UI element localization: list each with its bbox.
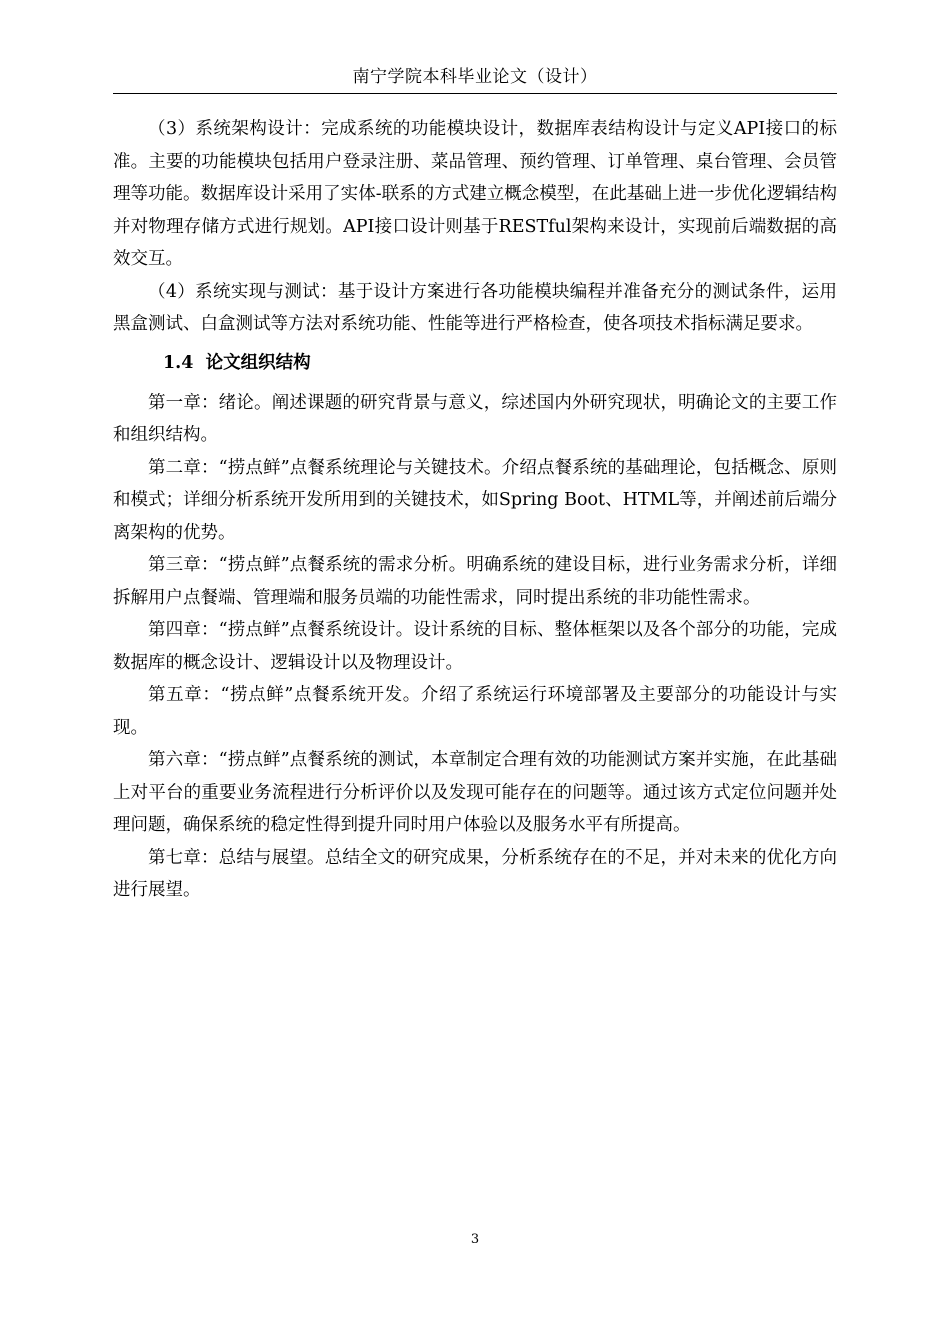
section-number: 1.4 bbox=[163, 352, 194, 373]
paragraph-chapter-3: 第三章：“捞点鲜”点餐系统的需求分析。明确系统的建设目标，进行业务需求分析，详细拆解用户点餐端、管理端和服务员端的功能性需求，同时提出系统的非功能性需求。 bbox=[113, 555, 837, 608]
paragraph-chapter-4: 第四章：“捞点鲜”点餐系统设计。设计系统的目标、整体框架以及各个部分的功能，完成数据库的概念设计、逻辑设计以及物理设计。 bbox=[113, 620, 837, 673]
paragraph-chapter-5: 第五章：“捞点鲜”点餐系统开发。介绍了系统运行环境部署及主要部分的功能设计与实现。 bbox=[113, 685, 837, 738]
paragraph-chapter-7: 第七章：总结与展望。总结全文的研究成果，分析系统存在的不足，并对未来的优化方向进行展望。 bbox=[113, 847, 837, 900]
paragraph-architecture-design: （3）系统架构设计：完成系统的功能模块设计，数据库表结构设计与定义API接口的标准。主要的功能模块包括用户登录注册、菜品管理、预约管理、订单管理、桌台管理、会员管理等功能。数据库设计采用了实体-联系的方式建立概念模型，在此基础上进一步优化逻辑结构并对物理存储方式进行规划。API接口设计则基于RESTful架构来设计，实现前后端数据的高效交互。 bbox=[113, 119, 837, 269]
page-body bbox=[113, 113, 837, 907]
paragraph-chapter-1: 第一章：绪论。阐述课题的研究背景与意义，综述国内外研究现状，明确论文的主要工作和组织结构。 bbox=[113, 392, 837, 445]
section-heading bbox=[113, 347, 837, 379]
header-rule bbox=[113, 93, 837, 94]
running-header: 南宁学院本科毕业论文（设计） bbox=[352, 67, 598, 87]
section-title: 论文组织结构 bbox=[205, 352, 311, 373]
paragraph-implementation-testing: （4）系统实现与测试：基于设计方案进行各功能模块编程并准备充分的测试条件，运用黑盒测试、白盒测试等方法对系统功能、性能等进行严格检查，使各项技术指标满足要求。 bbox=[113, 281, 837, 334]
paragraph-chapter-6: 第六章：“捞点鲜”点餐系统的测试，本章制定合理有效的功能测试方案并实施，在此基础上对平台的重要业务流程进行分析评价以及发现可能存在的问题等。通过该方式定位问题并处理问题，确保系统的稳定性得到提升同时用户体验以及服务水平有所提高。 bbox=[113, 750, 837, 835]
page-number: 3 bbox=[470, 1232, 480, 1247]
paragraph-chapter-2: 第二章：“捞点鲜”点餐系统理论与关键技术。介绍点餐系统的基础理论，包括概念、原则和模式；详细分析系统开发所用到的关键技术，如Spring Boot、HTML等，并阐述前后端分离架构的优势。 bbox=[113, 457, 837, 543]
